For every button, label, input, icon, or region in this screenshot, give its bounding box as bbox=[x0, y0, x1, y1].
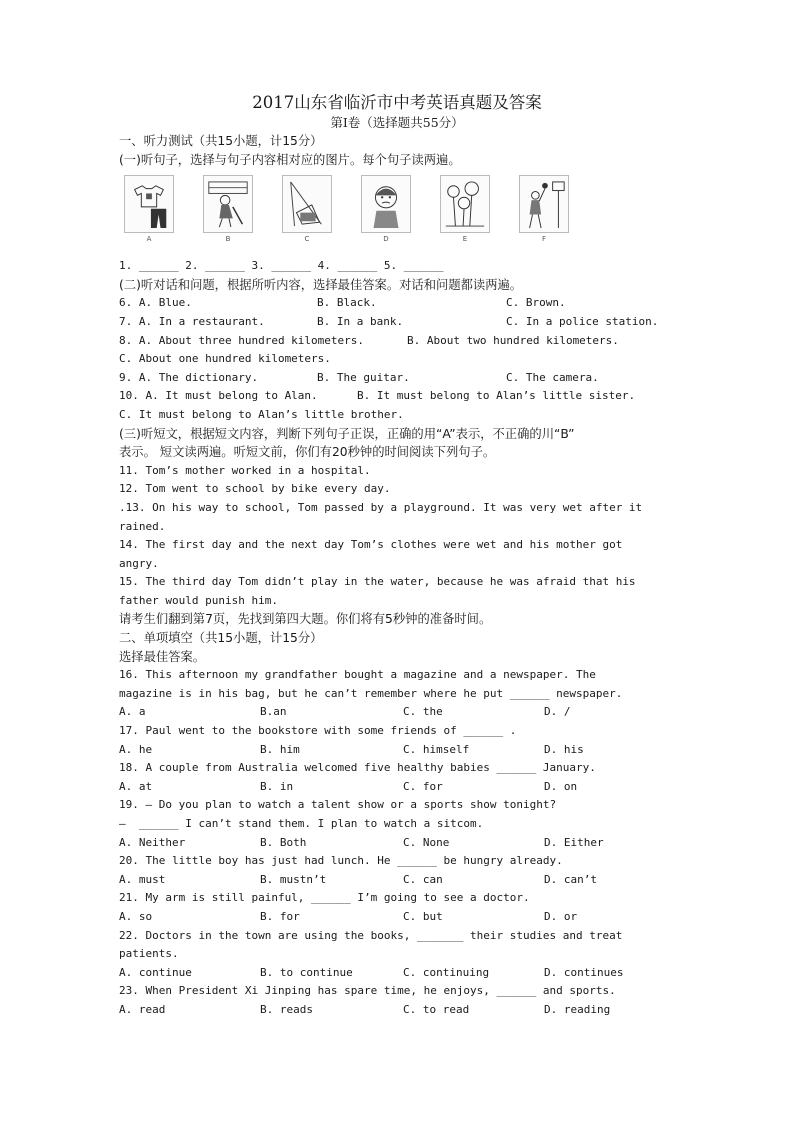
question-15-cont: father would punish him. bbox=[119, 593, 278, 607]
girl-crying-icon bbox=[361, 175, 411, 233]
option: C. None bbox=[403, 835, 450, 849]
question-22-options bbox=[119, 964, 675, 983]
question-17: 17. Paul went to the bookstore with some friends of ______ . bbox=[119, 724, 517, 738]
option: B. In a bank. bbox=[317, 314, 404, 328]
picture-label: E bbox=[462, 235, 468, 244]
picture-label: C bbox=[304, 235, 310, 244]
option: D. continues bbox=[544, 965, 624, 979]
option: D. reading bbox=[544, 1002, 611, 1016]
option: A. continue bbox=[119, 965, 192, 979]
question-9 bbox=[119, 369, 675, 388]
option: C. himself bbox=[403, 742, 470, 756]
option: D. can’t bbox=[544, 872, 597, 886]
picture-a bbox=[124, 175, 174, 247]
question-10-option-c: C. It must belong to Alan’s little brother. bbox=[119, 407, 404, 421]
question-20-options bbox=[119, 871, 675, 890]
option: A. Neither bbox=[119, 835, 186, 849]
question-16-cont: magazine is in his bag, but he can’t remember where he put ______ newspaper. bbox=[119, 686, 623, 700]
section2-heading: 二、单项填空（共15小题，计15分） bbox=[119, 631, 323, 646]
question-13-cont: rained. bbox=[119, 519, 166, 533]
answer-blanks: 1. ______ 2. ______ 3. ______ 4. ______ 5. ______ bbox=[119, 259, 444, 273]
question-21: 21. My arm is still painful, ______ I’m going to see a doctor. bbox=[119, 891, 530, 905]
option: D. or bbox=[544, 909, 578, 923]
notice: 请考生们翻到第7页，先找到第四大题。你们将有5秒钟的准备时间。 bbox=[119, 612, 492, 627]
picture-label: B bbox=[225, 235, 231, 244]
option: C. continuing bbox=[403, 965, 490, 979]
kite-flying-icon bbox=[282, 175, 332, 233]
question-16-options bbox=[119, 703, 675, 722]
section1-heading: 一、听力测试（共15小题，计15分） bbox=[119, 134, 323, 148]
part1-instruction: (一)听句子，选择与句子内容相对应的图片。每个句子读两遍。 bbox=[119, 152, 461, 167]
option: B. The guitar. bbox=[317, 370, 410, 384]
option: D. Either bbox=[544, 835, 604, 849]
option: C. In a police station. bbox=[506, 314, 659, 328]
option: A. so bbox=[119, 909, 153, 923]
question-8 bbox=[119, 332, 675, 351]
picture-b bbox=[203, 175, 253, 247]
option: 8. A. About three hundred kilometers. bbox=[119, 333, 365, 347]
question-12: 12. Tom went to school by bike every day. bbox=[119, 482, 391, 496]
option: B. reads bbox=[260, 1002, 313, 1016]
clothes-icon bbox=[124, 175, 174, 233]
picture-d bbox=[361, 175, 411, 247]
question-6 bbox=[119, 294, 675, 313]
option: B. Black. bbox=[317, 296, 377, 310]
basketball-icon bbox=[519, 175, 569, 233]
question-18: 18. A couple from Australia welcomed five healthy babies ______ January. bbox=[119, 761, 596, 775]
option: B. About two hundred kilometers. bbox=[407, 333, 619, 347]
option: C. The camera. bbox=[506, 370, 599, 384]
question-23: 23. When President Xi Jinping has spare time, he enjoys, ______ and sports. bbox=[119, 984, 616, 998]
option: A. a bbox=[119, 705, 146, 719]
exam-page bbox=[119, 92, 675, 1020]
question-14: 14. The first day and the next day Tom’s clothes were wet and his mother got bbox=[119, 538, 623, 552]
picture-label: F bbox=[541, 235, 547, 244]
option: C. can bbox=[403, 872, 443, 886]
option: C. but bbox=[403, 909, 443, 923]
question-14-cont: angry. bbox=[119, 556, 159, 570]
option: 9. A. The dictionary. bbox=[119, 370, 259, 384]
option: A. he bbox=[119, 742, 153, 756]
question-21-options bbox=[119, 908, 675, 927]
picture-label: A bbox=[146, 235, 152, 244]
picture-e bbox=[440, 175, 490, 247]
option: 10. A. It must belong to Alan. bbox=[119, 389, 318, 403]
question-22-cont: patients. bbox=[119, 947, 179, 961]
option: B. mustn’t bbox=[260, 872, 327, 886]
question-19: 19. — Do you plan to watch a talent show or a sports show tonight? bbox=[119, 798, 557, 812]
question-18-options bbox=[119, 778, 675, 797]
question-16: 16. This afternoon my grandfather bought a magazine and a newspaper. The bbox=[119, 668, 596, 682]
question-8-option-c: C. About one hundred kilometers. bbox=[119, 352, 331, 366]
flowers-icon bbox=[440, 175, 490, 233]
picture-c bbox=[282, 175, 332, 247]
option: D. / bbox=[544, 705, 571, 719]
option: B. Both bbox=[260, 835, 307, 849]
option: A. read bbox=[119, 1002, 166, 1016]
option: A. must bbox=[119, 872, 166, 886]
option: B. It must belong to Alan’s little sister. bbox=[357, 389, 636, 403]
question-20: 20. The little boy has just had lunch. He ______ be hungry already. bbox=[119, 854, 563, 868]
question-7 bbox=[119, 313, 675, 332]
option: B. him bbox=[260, 742, 300, 756]
option: B. for bbox=[260, 909, 300, 923]
option: D. on bbox=[544, 779, 578, 793]
option: B. to continue bbox=[260, 965, 353, 979]
question-19-options bbox=[119, 834, 675, 853]
child-cleaning-icon bbox=[203, 175, 253, 233]
option: 6. A. Blue. bbox=[119, 296, 192, 310]
option: B. in bbox=[260, 779, 294, 793]
paper-subtitle: 第Ⅰ卷（选择题共55分） bbox=[330, 115, 464, 130]
option: B.an bbox=[260, 705, 287, 719]
picture-label: D bbox=[383, 235, 389, 244]
section2-instruction: 选择最佳答案。 bbox=[119, 649, 206, 664]
option: C. to read bbox=[403, 1002, 470, 1016]
question-17-options bbox=[119, 741, 675, 760]
question-11: 11. Tom’s mother worked in a hospital. bbox=[119, 463, 371, 477]
question-10 bbox=[119, 387, 675, 406]
part3-instruction-cont: 表示。 短文读两遍。听短文前，你们有20秒钟的时间阅读下列句子。 bbox=[119, 445, 496, 460]
question-19-reply: — ______ I can’t stand them. I plan to watch a sitcom. bbox=[119, 817, 484, 830]
picture-f bbox=[519, 175, 569, 247]
option: C. Brown. bbox=[506, 296, 566, 310]
question-22: 22. Doctors in the town are using the books, _______ their studies and treat bbox=[119, 928, 623, 942]
option: C. for bbox=[403, 779, 443, 793]
option: A. at bbox=[119, 779, 153, 793]
question-15: 15. The third day Tom didn’t play in the water, because he was afraid that his bbox=[119, 575, 636, 589]
part3-instruction: (三)听短文，根据短文内容，判断下列句子正误，正确的用“A”表示，不正确的川“B” bbox=[119, 426, 575, 441]
question-23-options bbox=[119, 1001, 675, 1020]
page-title: 2017山东省临沂市中考英语真题及答案 bbox=[252, 93, 542, 112]
picture-options bbox=[124, 175, 675, 247]
option: 7. A. In a restaurant. bbox=[119, 314, 265, 328]
option: C. the bbox=[403, 705, 443, 719]
question-13: .13. On his way to school, Tom passed by a playground. It was very wet after it bbox=[119, 500, 643, 514]
part2-instruction: (二)听对话和问题，根据所听内容，选择最佳答案。对话和问题都读两遍。 bbox=[119, 277, 523, 292]
option: D. his bbox=[544, 742, 584, 756]
